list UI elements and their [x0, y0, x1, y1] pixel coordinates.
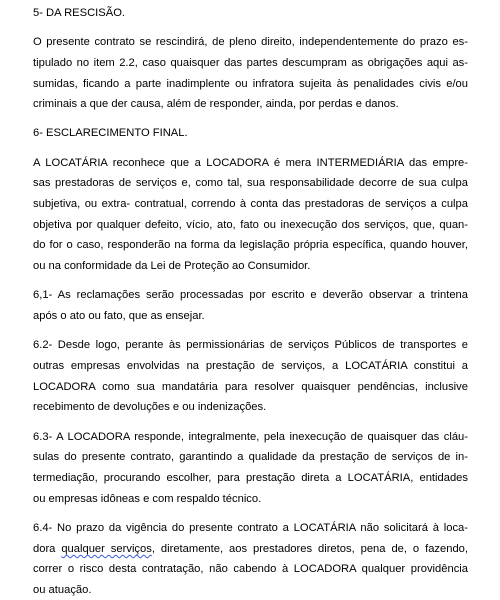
paragraph-line: outras empresas envolvidas na prestação de serviços, a LOCATÁRIA constitui a: [33, 360, 468, 372]
paragraph-line: do for o caso, responderão na forma da legislação própria específica, quando houver,: [33, 239, 468, 251]
section-heading-rescisao: 5- DA RESCISÃO.: [33, 7, 126, 19]
spellcheck-flagged-text[interactable]: qualquer serviços: [61, 543, 152, 555]
paragraph-line: A LOCATÁRIA reconhece que a LOCADORA é mera INTERMEDIÁRIA das empre-: [33, 157, 468, 169]
paragraph-line: ou atuação.: [33, 584, 92, 596]
paragraph-line-with-flag: [33, 542, 468, 556]
paragraph-line: 6.3- A LOCADORA responde, integralmente, pela inexecução de quaisquer das cláu-: [33, 431, 468, 443]
paragraph-line: LOCADORA como sua mandatária para resolver quaisquer pendências, inclusive: [33, 381, 468, 393]
paragraph-line: após o ato ou fato, que as ensejar.: [33, 310, 205, 322]
paragraph-line: correr o risco desta contratação, não cabendo à LOCADORA qualquer providência: [33, 563, 468, 575]
paragraph-line: 6.2- Desde logo, perante às permissionárias de serviços Públicos de transportes e: [33, 339, 468, 351]
paragraph-line: recebimento de devoluções e ou indenizações.: [33, 401, 267, 413]
paragraph-line: sas prestadoras de serviços e, como tal, sua responsabilidade decorre de sua culpa: [33, 177, 468, 189]
text-span: , diretamente, aos prestadores diretos, pena de, o fazendo,: [151, 543, 469, 555]
paragraph-line: termediação, procurando escolher, para prestação direta a LOCATÁRIA, entidades: [33, 472, 468, 484]
paragraph-line: objetiva por qualquer defeito, vício, ato, fato ou inexecução dos serviços, que, quan-: [33, 219, 468, 231]
paragraph-line: criminais a que der causa, além de responder, ainda, por perdas e danos.: [33, 98, 399, 110]
paragraph-line: O presente contrato se rescindirá, de pleno direito, independentemente do prazo es-: [33, 36, 468, 48]
paragraph-line: ou empresas idôneas e com respaldo técnico.: [33, 493, 262, 505]
paragraph-line: 6,1- As reclamações serão processadas por escrito e deverão observar a trintena: [33, 289, 468, 301]
paragraph-line: tipulado no item 2.2, caso quaisquer das partes descumpram as obrigações aqui as-: [33, 57, 468, 69]
paragraph-line: 6.4- No prazo da vigência do presente contrato a LOCATÁRIA não solicitará à loca-: [33, 522, 468, 534]
section-heading-esclarecimento: 6- ESCLARECIMENTO FINAL.: [33, 127, 188, 139]
paragraph-line: subjetiva, ou extra- contratual, correndo à conta das prestadoras de serviços a culpa: [33, 198, 468, 210]
paragraph-line: ou na conformidade da Lei de Proteção ao Consumidor.: [33, 260, 311, 272]
text-span: dora: [33, 543, 62, 555]
paragraph-line: sulas do presente contrato, garantindo a qualidade da prestação de serviços de in-: [33, 451, 468, 463]
paragraph-line: sumidas, ficando a parte inadimplente ou infratora sujeita às penalidades civis e/ou: [33, 78, 468, 90]
